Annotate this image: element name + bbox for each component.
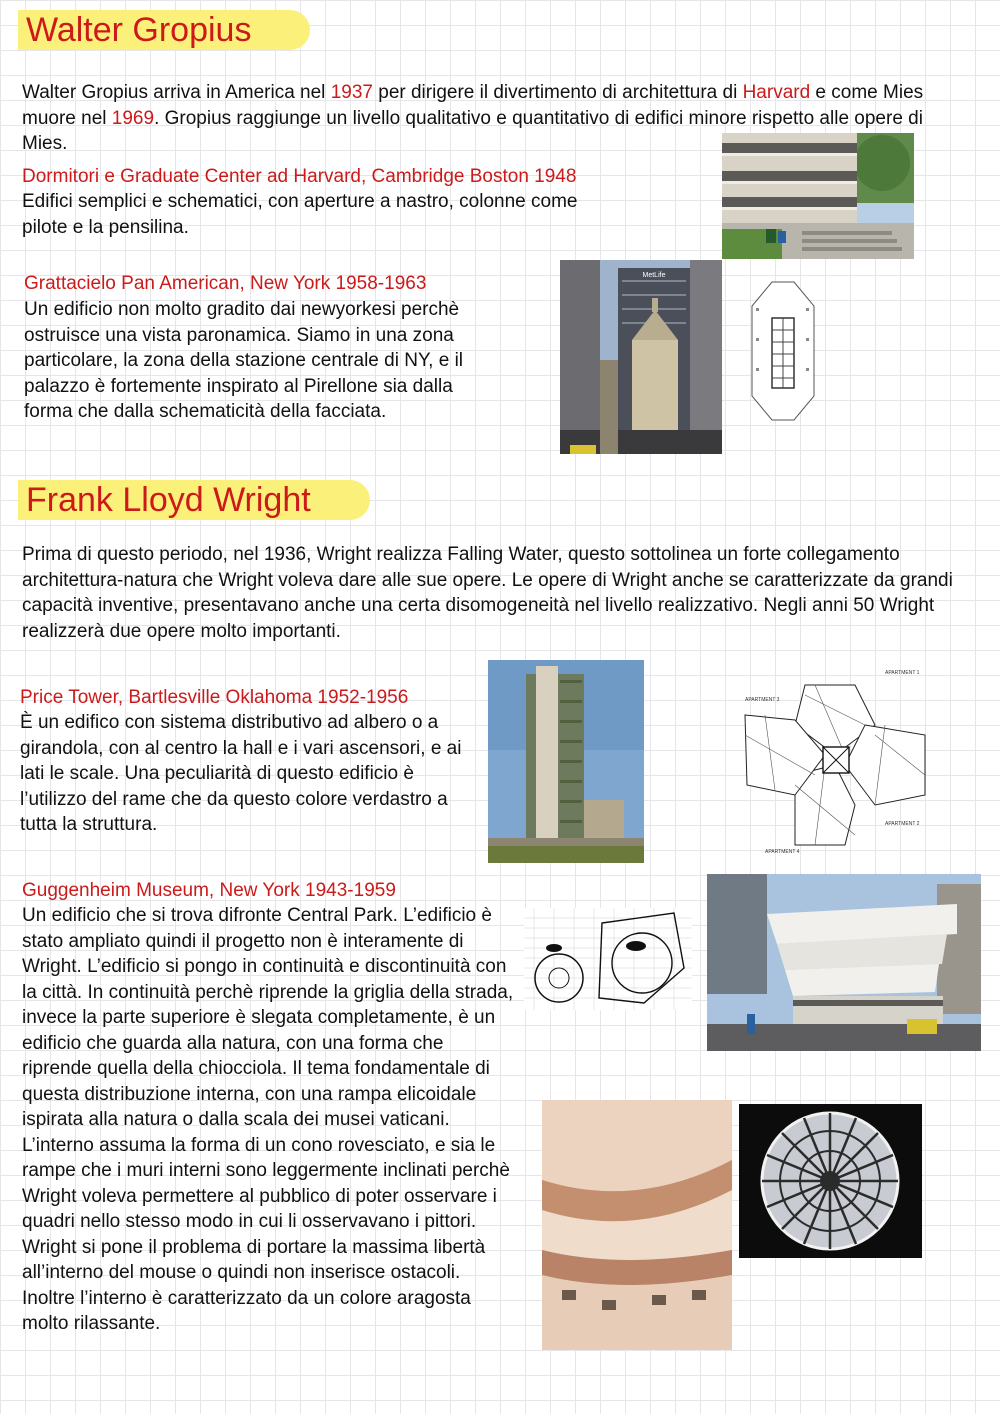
guggenheim-skylight-photo xyxy=(739,1104,922,1258)
dormitori-text: Edifici semplici e schematici, con aperture a nastro, colonne come pilote e la pensilina. xyxy=(22,191,578,238)
section-title-gropius: Walter Gropius xyxy=(18,10,310,50)
price-tower-heading: Price Tower, Bartlesville Oklahoma 1952-1956 xyxy=(20,687,409,708)
place-harvard: Harvard xyxy=(742,82,811,103)
panam-text: Un edificio non molto gradito dai newyorkesi perchè ostruisce una vista paronamica. Siamo in una zona particolare, la zona della stazione centrale di NY, e il palazzo è fortemente inspirato al Pirellone sia dalla forma che dalla schematicità della facciata. xyxy=(24,299,464,422)
dormitori-heading: Dormitori e Graduate Center ad Harvard, Cambridge Boston 1948 xyxy=(22,166,577,187)
harvard-dormitory-photo xyxy=(722,133,914,259)
guggenheim-heading: Guggenheim Museum, New York 1943-1959 xyxy=(22,880,396,901)
price-tower-plan xyxy=(735,665,935,860)
price-tower-text: È un edifico con sistema distributivo ad albero o a girandola, con al centro la hall e i vari ascensori, e ai lati le scale. Una peculiarità di questo edificio è l’utilizzo del rame che da questo colore verdastro a tutta la struttura. xyxy=(20,712,462,835)
guggenheim-interior-photo xyxy=(542,1100,732,1350)
year-1937: 1937 xyxy=(330,82,373,103)
panam-metlife-sign: MetLife xyxy=(642,272,666,279)
section-title-wright: Frank Lloyd Wright xyxy=(18,480,370,520)
panam-heading: Grattacielo Pan American, New York 1958-1963 xyxy=(24,273,427,294)
year-1969: 1969 xyxy=(111,107,155,129)
wright-intro: Prima di questo periodo, nel 1936, Wright realizza Falling Water, questo sottolinea un forte collegamento architettura-natura che Wright voleva dare alle sue opere. Le opere di Wright anche se caratterizzate da grandi capacità inventive, presentavano anche una certa disomogeneità nel livello realizzativo. Negli anni 50 Wright realizzerà due opere molto importanti. xyxy=(22,544,953,642)
plan-label-apartment-4: APARTMENT 4 xyxy=(765,849,800,855)
plan-label-apartment-3: APARTMENT 3 xyxy=(745,697,780,703)
guggenheim-plan xyxy=(524,908,692,1010)
guggenheim-exterior-photo xyxy=(707,874,981,1051)
guggenheim-text: Un edificio che si trova difronte Central Park. L’edificio è stato ampliato quindi il progetto non è interamente di Wright. L’edificio si pongo in continuità e discontinuità con la città. In continuità perchè riprende la griglia della strada, invece la parte superiore è slegata completamente, è un edificio che guarda alla natura, con una forma che riprende quella della chiocciola. Il tema fondamentale di questa distribuzione interna, con una rampa elicoidale ispirata alla natura o dalla scala dei musei vaticani. L’interno assuma la forma di un cono rovesciato, e sia le rampe che i muri interni sono leggermente inclinati perchè Wright voleva permettere al pubblico di poter osservare i quadri nello stesso modo in cui li osservavano i pittori. Wright si pone il problema di portare la massima libertà all’interno del mouse o quindi non inserisce ostacoli. Inoltre l’interno è caratterizzato da un colore aragosta molto rilassante. xyxy=(22,905,514,1334)
panam-floor-plan xyxy=(742,278,822,424)
plan-label-apartment-2: APARTMENT 2 xyxy=(885,821,920,827)
panam-building-photo xyxy=(560,260,722,454)
gropius-intro: Walter Gropius arriva in America nel 1937 per dirigere il divertimento di architettura di Harvard e come Mies muore nel 1969. Gropius raggiunge un livello qualitativo e quantitativo di edifici minore rispetto alle opere di Mies. xyxy=(22,82,924,154)
price-tower-photo xyxy=(488,660,644,863)
plan-label-apartment-1: APARTMENT 1 xyxy=(885,670,920,676)
